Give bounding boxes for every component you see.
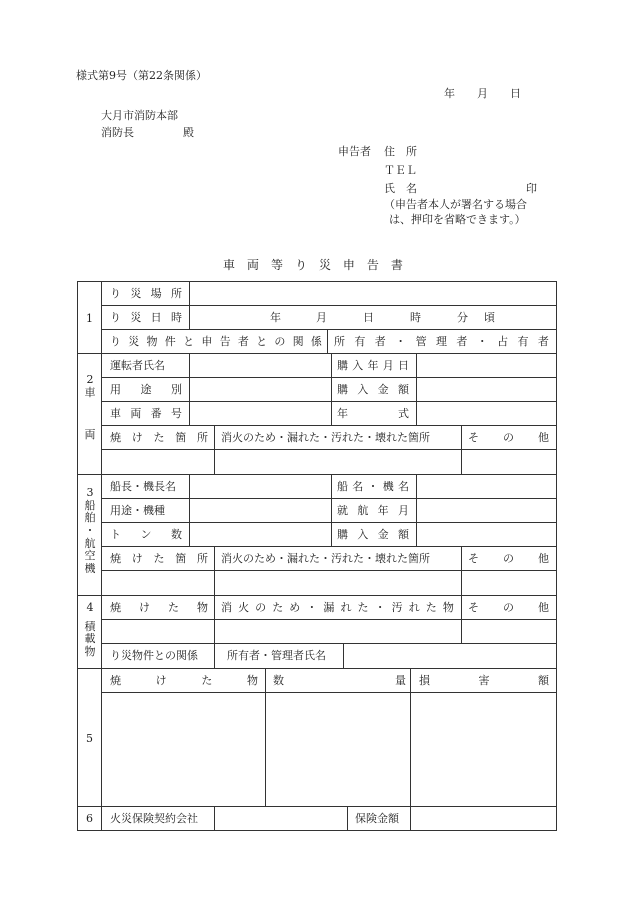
dt-day: 日 [363,311,374,324]
addressee-honorific: 殿 [183,126,194,139]
label-relation: り 災 物 件 と 申 告 者 と の 関 係 [110,335,322,348]
dt-minute: 分 [457,311,468,324]
label-disaster-place: り 災 場 所 [110,287,182,300]
date-line: 年 月 日 [444,87,521,100]
label-burned-goods-list: 焼 け た 物 [110,674,258,687]
dt-month: 月 [316,311,327,324]
label-purchase-price-craft: 購 入 金 額 [337,528,409,541]
document-title: 車 両 等 り 災 申 告 書 [223,258,403,272]
label-damage-amount: 損 害 額 [419,674,549,687]
section-number: 1 [86,312,93,325]
relation-options: 所 有 者 ・ 管 理 者 ・ 占 有 者 [334,335,549,348]
label-purchase-date: 購 入 年 月 日 [337,359,409,372]
section-number-5: 5 [86,732,93,745]
label-disaster-datetime: り 災 日 時 [110,311,182,324]
tel-label: ＴＥＬ [384,164,417,177]
label-use-type: 用途・機種 [110,504,165,517]
label-damage-type-goods: 消 火 の た め ・ 漏 れ た ・ 汚 れ た 物 [221,601,454,614]
label-model-year: 年 式 [337,407,409,420]
address-label: 住 所 [384,145,417,158]
label-other-goods: そ の 他 [468,601,549,614]
label-damage-type-craft: 消火のため・漏れた・汚れた・壊れた箇所 [221,552,430,565]
label-tonnage: ト ン 数 [110,528,182,541]
label-quantity-1: 数 [273,674,284,687]
addressee-title: 消防長 [101,126,134,139]
section-4-label: 4 積 載 物 [84,601,96,658]
label-insurer: 火災保険契約会社 [110,812,198,825]
signature-note: （申告者本人が署名する場合 [384,198,527,211]
form-number: 様式第9号（第22条関係） [76,69,207,82]
label-service-date: 就 航 年 月 [337,504,409,517]
label-use: 用 途 別 [110,383,182,396]
dt-year: 年 [270,311,281,324]
section-3-label: 3 船 舶 ・ 航 空 機 [84,486,96,575]
applicant-label: 申告者 [338,145,371,158]
label-other-craft: そ の 他 [468,552,549,565]
dt-approx: 頃 [484,311,495,324]
label-owner-name: 所有者・管理者氏名 [227,649,326,662]
name-label: 氏 名 [384,182,417,195]
seal-label: 印 [526,182,537,195]
section-number-6: 6 [86,812,93,825]
signature-note-cont: は、押印を省略できます。） [389,213,526,226]
section-2-label: 2 車 両 [84,373,96,442]
label-damage-type: 消火のため・漏れた・汚れた・壊れた箇所 [221,431,430,444]
label-burned-goods: 焼 け た 物 [110,601,208,614]
label-relation-goods: り災物件との関係 [110,649,198,662]
dt-hour: 時 [410,311,421,324]
label-quantity-2: 量 [395,674,406,687]
label-plate-number: 車 両 番 号 [110,407,182,420]
label-burned-parts-craft: 焼 け た 箇 所 [110,552,208,565]
label-burned-parts: 焼 け た 箇 所 [110,431,208,444]
label-craft-name: 船 名 ・ 機 名 [337,480,409,493]
label-purchase-price: 購 入 金 額 [337,383,409,396]
label-other: そ の 他 [468,431,549,444]
label-insured-amount: 保険金額 [355,812,399,825]
label-driver-name: 運転者氏名 [110,359,165,372]
addressee-org: 大月市消防本部 [101,109,178,122]
label-captain-name: 船長・機長名 [110,480,176,493]
